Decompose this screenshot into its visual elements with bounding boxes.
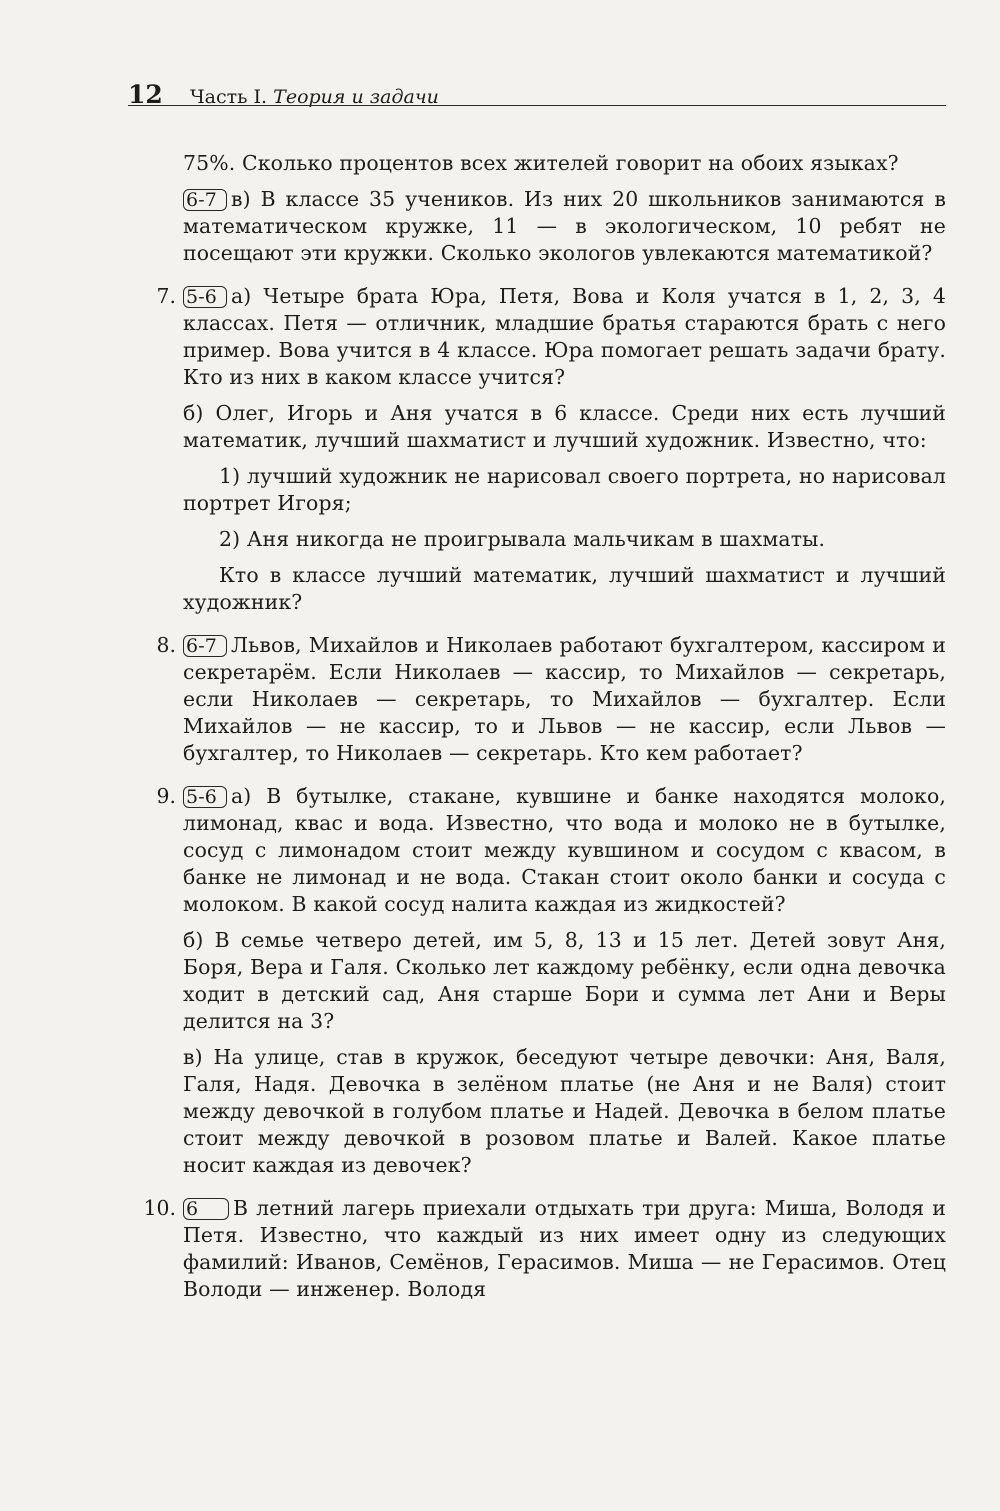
task-10-text: 6 В летний лагерь приехали отдыхать три друга: Миша, Володя и Петя. Известно, что каждый из них имеет одну из следующих фамилий: Иванов, Семёнов, Герасимов. Миша — не Герасимов. Отец Володи — инженер. Володя [183,1196,946,1301]
continuation-text: 75%. Сколько процентов всех жителей говорит на обоих языках? [183,151,899,175]
task-9 [156,783,946,1179]
page-body [143,150,946,1303]
difficulty-badge: 6 [183,1198,229,1220]
task-10 [143,1195,946,1303]
task-8 [156,632,946,767]
difficulty-badge: 5-6 [183,786,227,808]
difficulty-badge: 5-6 [183,286,227,308]
task-number: 10. [143,1196,176,1220]
task-number: 9. [156,784,176,808]
part-label: Часть I. [190,86,268,108]
task-8-text: 6-7 Львов, Михайлов и Николаев работают бухгалтером, кассиром и секретарём. Если Николаев — кассир, то Михайлов — секретарь, если Николаев — секретарь, то Михайлов — бухгалтер. Если Михайлов — не кассир, то и Львов — не кассир, если Львов — бухгалтер, то Николаев — секретарь. Кто кем работает? [183,633,946,765]
task-9-b: б) В семье четверо детей, им 5, 8, 13 и 15 лет. Детей зовут Аня, Боря, Вера и Галя. Сколько лет каждому ребёнку, если одна девочка ходит в детский сад, Аня старше Бори и сумма лет Ани и Веры делится на 3? [183,928,946,1033]
task-7-a: 5-6 а) Четыре брата Юра, Петя, Вова и Коля учатся в 1, 2, 3, 4 классах. Петя — отличник, младшие братья стараются брать с него пример. Вова учится в 4 классе. Юра помогает решать задачи брату. Кто из них в каком классе учится? [183,284,946,389]
page-number: 12 [128,80,163,109]
part-title: Теория и задачи [273,86,439,108]
task-number: 8. [156,633,176,657]
task-7-b-condition-2: 2) Аня никогда не проигрывала мальчикам в шахматы. [219,527,826,551]
task-7-b-intro: б) Олег, Игорь и Аня учатся в 6 классе. Среди них есть лучший математик, лучший шахматист и лучший художник. Известно, что: [183,401,946,452]
task-9-a: 5-6 а) В бутылке, стакане, кувшине и банке находятся молоко, лимонад, квас и вода. Известно, что вода и молоко не в бутылке, сосуд с лимонадом стоит между кувшином и сосудом с квасом, в банке не лимонад и не вода. Стакан стоит около банки и сосуда с молоком. В какой сосуд налита каждая из жидкостей? [183,784,946,916]
task-7-b-condition-1: 1) лучший художник не нарисовал своего портрета, но нарисовал портрет Игоря; [183,464,946,515]
task-number: 7. [156,284,176,308]
task-9-c: в) На улице, став в кружок, беседуют четыре девочки: Аня, Валя, Галя, Надя. Девочка в зелёном платье (не Аня и не Валя) стоит между девочкой в голубом платье и Надей. Девочка в белом платье стоит между девочкой в розовом платье и Валей. Какое платье носит каждая из девочек? [183,1045,946,1177]
header-rule [128,105,946,106]
difficulty-badge: 6-7 [183,635,227,657]
task-7 [156,283,946,616]
continuation-item-c: 6-7 в) В классе 35 учеников. Из них 20 школьников занимаются в математическом кружке, 11 — в экологическом, 10 ребят не посещают эти кружки. Сколько экологов увлекаются математикой? [183,187,946,265]
difficulty-badge: 6-7 [183,189,227,211]
task-7-b-question: Кто в классе лучший математик, лучший шахматист и лучший художник? [183,563,946,614]
